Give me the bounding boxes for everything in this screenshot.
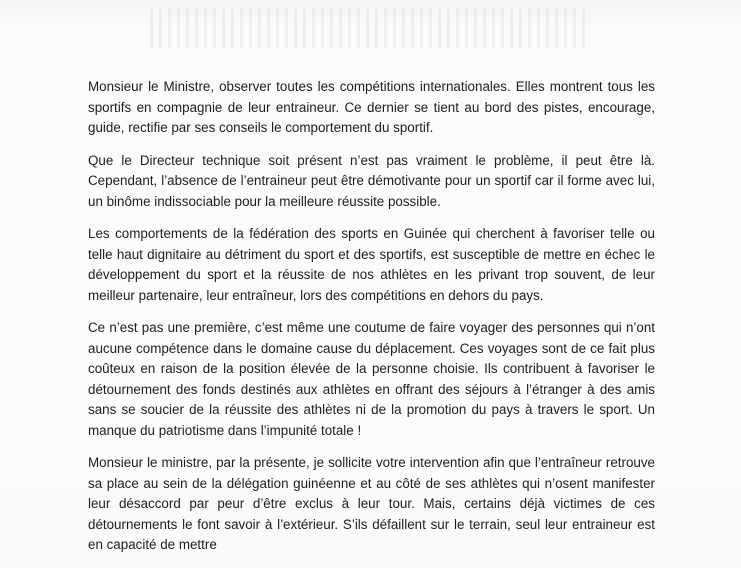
paragraph-2: Que le Directeur technique soit présent n’est pas vraiment le problème, il peut être là. Cependant, l’absence de l’entraineur peut être démotivante pour un sportif car il forme avec lui, un binôme indissociable pour la meilleure réussite possible. bbox=[88, 152, 655, 209]
faint-letterhead-bleed bbox=[150, 8, 590, 48]
paragraph-3: Les comportements de la fédération des sports en Guinée qui cherchent à favoriser telle ou telle haut dignitaire au détriment du sport et des sportifs, est susceptible de mettre en échec le développement du sport et la réussite de nos athlètes en les privant trop souvent, de leur meilleur partenaire, leur entraîneur, lors des compétitions en dehors du pays. bbox=[88, 226, 655, 303]
letter-body bbox=[88, 77, 655, 568]
paragraph-5: Monsieur le ministre, par la présente, je sollicite votre intervention afin que l’entraîneur retrouve sa place au sein de la délégation guinéenne et au côté de ses athlètes qui n’osent manifester leur désaccord par peur d’être exclus à leur tour. Mais, certains déjà victimes de ces détournements le font savoir à l’extérieur. S’ils défaillent sur le terrain, seul leur entraineur est en capacité de mettre bbox=[88, 455, 655, 552]
paragraph-4: Ce n’est pas une première, c’est même une coutume de faire voyager des personnes qui n’ont aucune compétence dans le domaine cause du déplacement. Ces voyages sont de ce fait plus coûteux en raison de la position élevée de la personne choisie. Ils contribuent à favoriser le détournement des fonds destinés aux athlètes en offrant des séjours à l’étranger à des amis sans se soucier de la réussite des athlètes ni de la promotion du pays à travers le sport. Un manque du patriotisme dans l’impunité totale ! bbox=[88, 320, 655, 438]
paragraph-1: Monsieur le Ministre, observer toutes les compétitions internationales. Elles montrent tous les sportifs en compagnie de leur entraineur. Ce dernier se tient au bord des pistes, encourage, guide, rectifie par ses conseils le comportement du sportif. bbox=[88, 79, 655, 135]
